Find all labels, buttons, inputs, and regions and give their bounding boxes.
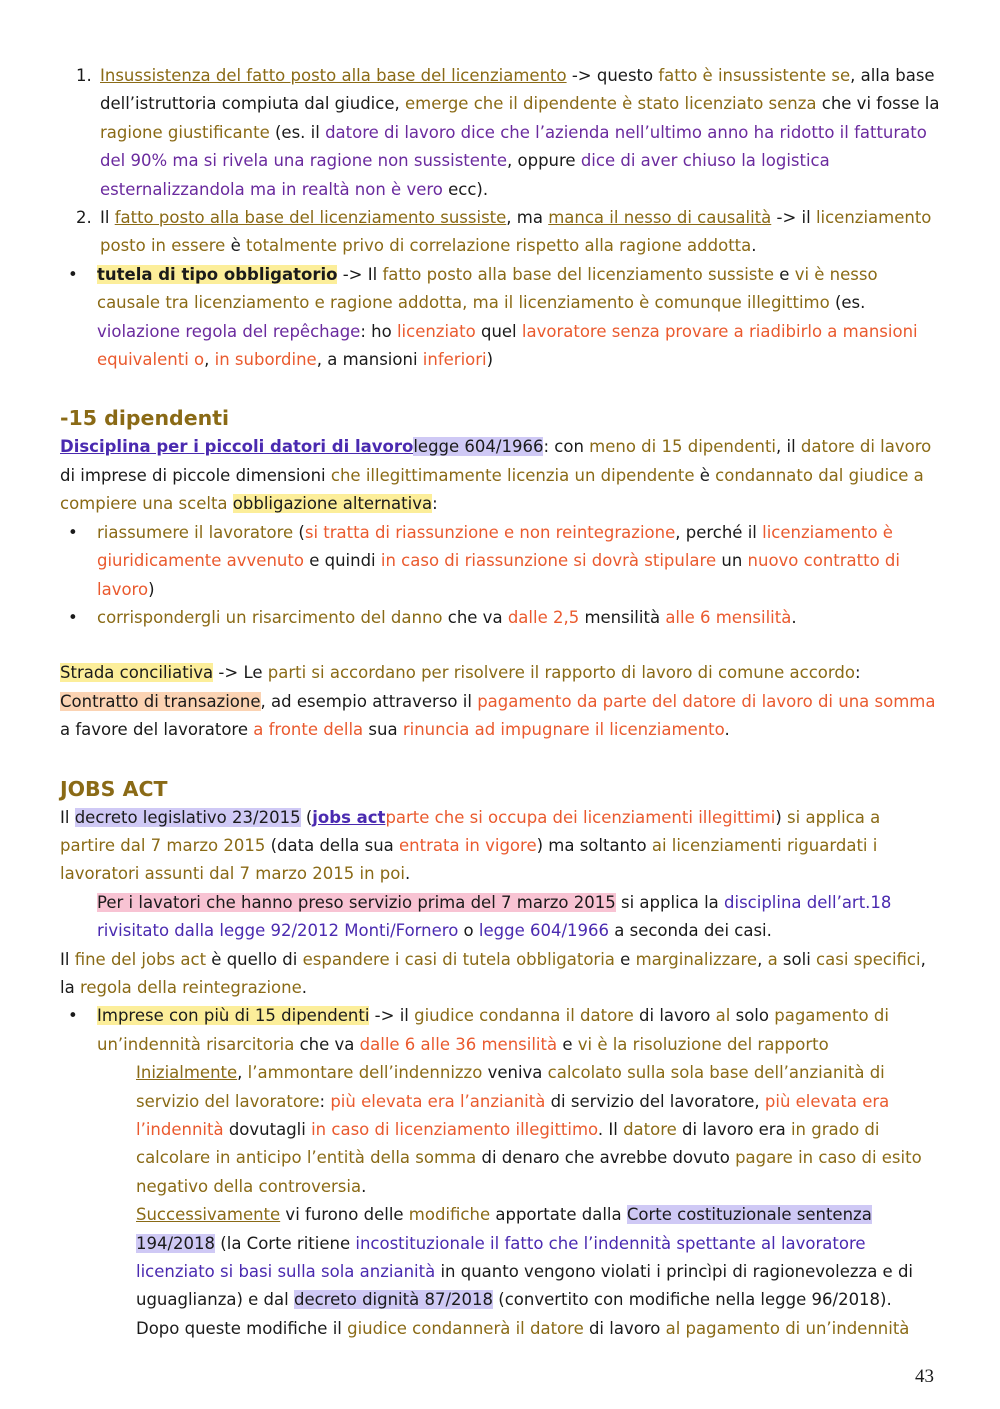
term: Insussistenza del fatto posto alla base del licenziamento [100,66,567,85]
text: fatto posto alla base del licenziamento sussiste [382,264,775,284]
text: di lavoro [633,1006,716,1026]
text: è [225,236,246,256]
list-item-2 [60,204,940,261]
bullet-item-riassumere [60,519,940,604]
term: Inizialmente [136,1063,238,1083]
highlighted-law: decreto legislativo 23/2015 [74,807,301,827]
text: rinuncia ad impugnare il licenziamento [402,720,725,740]
text: in quanto vengono violati i princìpi di ragionevolezza e di uguaglianza) e dal [136,1262,914,1310]
text: , ma [506,208,549,228]
text: ) [486,350,494,370]
paragraph-piccoli-datori [60,433,940,518]
text: , la [60,949,926,997]
text: e [557,1034,578,1054]
text: in caso di riassunzione si dovrà stipulare [380,551,717,571]
text: a seconda dei casi. [609,921,772,941]
text: parti si accordano per risolvere il rapporto di lavoro di comune accordo [267,663,855,683]
text: : con [543,437,590,457]
text: modifiche [408,1205,491,1225]
text: Il [60,949,75,969]
text: regola della reintegrazione [79,977,302,997]
text: (la Corte ritiene [215,1233,356,1253]
highlighted-term: Contratto di transazione [60,691,261,711]
bullet-item-imprese-15 [60,1002,940,1059]
text: e [614,949,636,969]
text: licenziato [396,321,476,341]
example-text: violazione regola del repêchage [97,321,361,341]
text: è [694,465,716,485]
text: . [751,236,757,256]
text: in grado di calcolare in anticipo l’entità della somma [136,1120,880,1168]
text: di lavoro [583,1318,666,1338]
text: a fronte della [253,720,364,740]
text [228,494,233,513]
text: di lavoro era [676,1120,791,1139]
text: solo [730,1006,775,1026]
text: si applica la [615,892,725,912]
text: vi è nesso causale tra licenziamento e ragione addotta, ma il licenziamento è comunque illegittimo [97,264,878,313]
text: in subordine [214,350,317,370]
bullet-icon: • [68,522,78,542]
text: Il [60,807,75,827]
text: ( [300,807,313,827]
text: a [767,949,778,969]
bullet-item-risarcimento [60,604,940,632]
text: Il [100,208,115,228]
highlighted-law: legge 604/1966 [413,437,544,457]
highlighted-law: Corte costituzionale sentenza 194/2018 [136,1205,872,1253]
paragraph-fine-jobs-act [60,946,940,1003]
text: calcolato sulla sola base dell’anzianità di servizio del lavoratore [136,1063,885,1111]
text: marginalizzare [635,949,758,969]
text: , a mansioni [316,350,423,370]
text: fine del jobs act [74,949,207,969]
example-text: dice di aver chiuso la logistica esternalizzandola ma in realtà non è vero [100,151,830,199]
bullet-icon: • [68,607,78,627]
paragraph-lavoratori-prima [60,889,940,946]
term: Successivamente [136,1205,281,1225]
text: : [432,494,438,514]
paragraph-contratto-transazione [60,688,940,745]
text: -> il [369,1006,415,1026]
text: licenziamento posto in essere [100,208,932,256]
list-number: 1. [76,66,92,85]
text: più elevata era l’indennità [136,1091,890,1139]
text: ) ma soltanto [536,835,652,855]
text: . [724,720,730,740]
paragraph-strada-conciliativa [60,659,940,687]
text: più elevata era l’anzianità [330,1091,546,1111]
text: . Il [597,1120,624,1139]
text: giudice condanna il datore [414,1006,634,1026]
highlighted-term: Strada conciliativa [60,663,214,683]
text: , [204,350,215,370]
text: fatto è insussistente se [658,66,851,85]
text: : [854,663,861,683]
text: , [757,949,768,969]
text: . [301,977,307,997]
text: un [716,551,748,571]
text: : ho [360,321,397,341]
text: pagare in caso di esito negativo della controversia [136,1148,922,1196]
text: corrispondergli un risarcimento del danno [97,607,443,627]
paragraph-successivamente [60,1201,940,1315]
text: (convertito con modifiche nella legge 96/2018). [493,1290,892,1310]
text: condannato dal giudice a compiere una scelta [60,465,924,514]
paragraph-inizialmente [60,1059,940,1201]
paragraph-decreto-23-2015 [60,804,940,889]
text: dovutagli [223,1120,312,1139]
paragraph-dopo-modifiche [60,1315,940,1343]
highlighted-law: decreto dignità 87/2018 [293,1290,494,1310]
text: di imprese di piccole dimensioni [60,465,331,485]
text: veniva [482,1063,548,1083]
text: che va [442,607,508,627]
text: -> Le [213,663,268,683]
text: o [458,921,479,941]
text: alle 6 mensilità [665,607,792,627]
text: è quello di [206,949,303,969]
text: lavoratore senza provare a riadibirlo a mansioni equivalenti o [97,321,918,370]
text: datore di lavoro [800,437,932,457]
text: datore [623,1120,677,1139]
text: che illegittimamente licenzia un dipendente [330,465,695,485]
text: ) [775,807,788,827]
text: entrata in vigore [399,835,537,855]
text: sua [363,720,403,740]
text: emerge che il dipendente è stato licenziato senza [404,94,817,114]
text: di servizio del lavoratore, [545,1091,765,1111]
text: espandere i casi di tutela obbligatoria [302,949,615,969]
highlighted-term: tutela di tipo obbligatorio [97,264,338,284]
list-item-1 [60,62,940,204]
bullet-icon: • [68,1006,78,1026]
section-heading-15-dipendenti: -15 dipendenti [60,406,230,431]
text: , alla base dell’istruttoria compiuta dal giudice, [100,66,935,114]
text: pagamento di un’indennità risarcitoria [97,1006,889,1054]
text: in caso di licenziamento illegittimo [311,1120,598,1139]
text: . [361,1176,367,1196]
text: vi furono delle [280,1205,409,1225]
text: soli [777,949,817,969]
text: parte che si occupa dei licenziamenti illegittimi [385,807,776,827]
text: ecc). [442,179,489,199]
text: ragione giustificante [100,122,270,142]
text: l’ammontare dell’indennizzo [247,1063,483,1083]
text: riassumere il lavoratore [97,522,294,542]
text: : [319,1091,331,1111]
text: . [404,864,411,884]
text: dalle 2,5 [507,607,580,627]
text: e [774,264,795,284]
text: legge 604/1966 [478,921,610,941]
text: -> questo [566,66,659,85]
text: (data della sua [265,835,400,855]
text: , perché il [675,522,763,542]
text: giudice condannerà il datore [347,1318,584,1338]
text: al [715,1006,731,1026]
text: nuovo contratto di lavoro [97,551,900,599]
section-link: Disciplina per i piccoli datori di lavoro [60,437,414,457]
bullet-item-tutela-obbligatorio [60,261,940,375]
text: di denaro che avrebbe dovuto [476,1148,736,1168]
text: al pagamento di un’indennità [665,1318,910,1338]
highlighted-term: Per i lavatori che hanno preso servizio prima del 7 marzo 2015 [97,892,616,912]
text: casi specifici [816,949,921,969]
text: che va [294,1034,360,1054]
text: -> Il [337,264,383,284]
text: che vi fosse la [816,94,940,114]
text: meno di 15 dipendenti [589,437,776,457]
text: ai licenziamenti riguardati i lavoratori assunti dal 7 marzo 2015 in poi [60,835,878,884]
text: , oppure [507,151,581,171]
text: si tratta di riassunzione e non reintegrazione [304,522,676,542]
text: totalmente privo di correlazione rispetto alla ragione addotta [246,236,752,256]
text: dalle 6 alle 36 mensilità [359,1034,558,1054]
text: , [237,1063,248,1083]
text: a favore del lavoratore [60,720,254,740]
text: licenziamento è giuridicamente avvenuto [97,522,893,571]
text: e quindi [303,551,381,571]
list-number: 2. [76,208,92,228]
text: vi è la risoluzione del rapporto [577,1034,829,1054]
bullet-icon: • [68,264,78,284]
text: ( [293,522,305,542]
term: manca il nesso di causalità [548,208,772,228]
term-link: jobs act [312,807,386,827]
text: incostituzionale il fatto che l’indennità spettante al lavoratore licenziato si basi sulla sola anzianità [136,1233,866,1282]
text: disciplina dell’art.18 rivisitato dalla legge 92/2012 Monti/Fornero [97,892,892,941]
text: , ad esempio attraverso il [260,691,478,711]
section-heading-jobs-act: JOBS ACT [60,776,168,801]
highlighted-term: obbligazione alternativa [232,494,433,514]
text: mensilità [579,607,666,627]
text: (es. il [269,122,326,142]
page-number: 43 [915,1366,934,1387]
text: inferiori [422,350,487,370]
text: si applica a partire dal 7 marzo 2015 [60,807,881,855]
highlighted-term: Imprese con più di 15 dipendenti [97,1006,370,1026]
example-text: datore di lavoro dice che l’azienda nell’ultimo anno ha ridotto il fatturato del 90% ma si rivela una ragione non sussistente [100,122,927,171]
text: (es. [829,293,866,313]
text: . [791,607,797,627]
text: , il [776,437,801,457]
document-body [60,62,940,1343]
text: quel [475,321,522,341]
text: -> il [771,208,816,228]
term: fatto posto alla base del licenziamento sussiste [114,208,507,228]
text: pagamento da parte del datore di lavoro di una somma [477,691,936,711]
text: ) [148,579,155,599]
text: apportate dalla [490,1205,627,1225]
text: Dopo queste modifiche il [136,1318,348,1338]
